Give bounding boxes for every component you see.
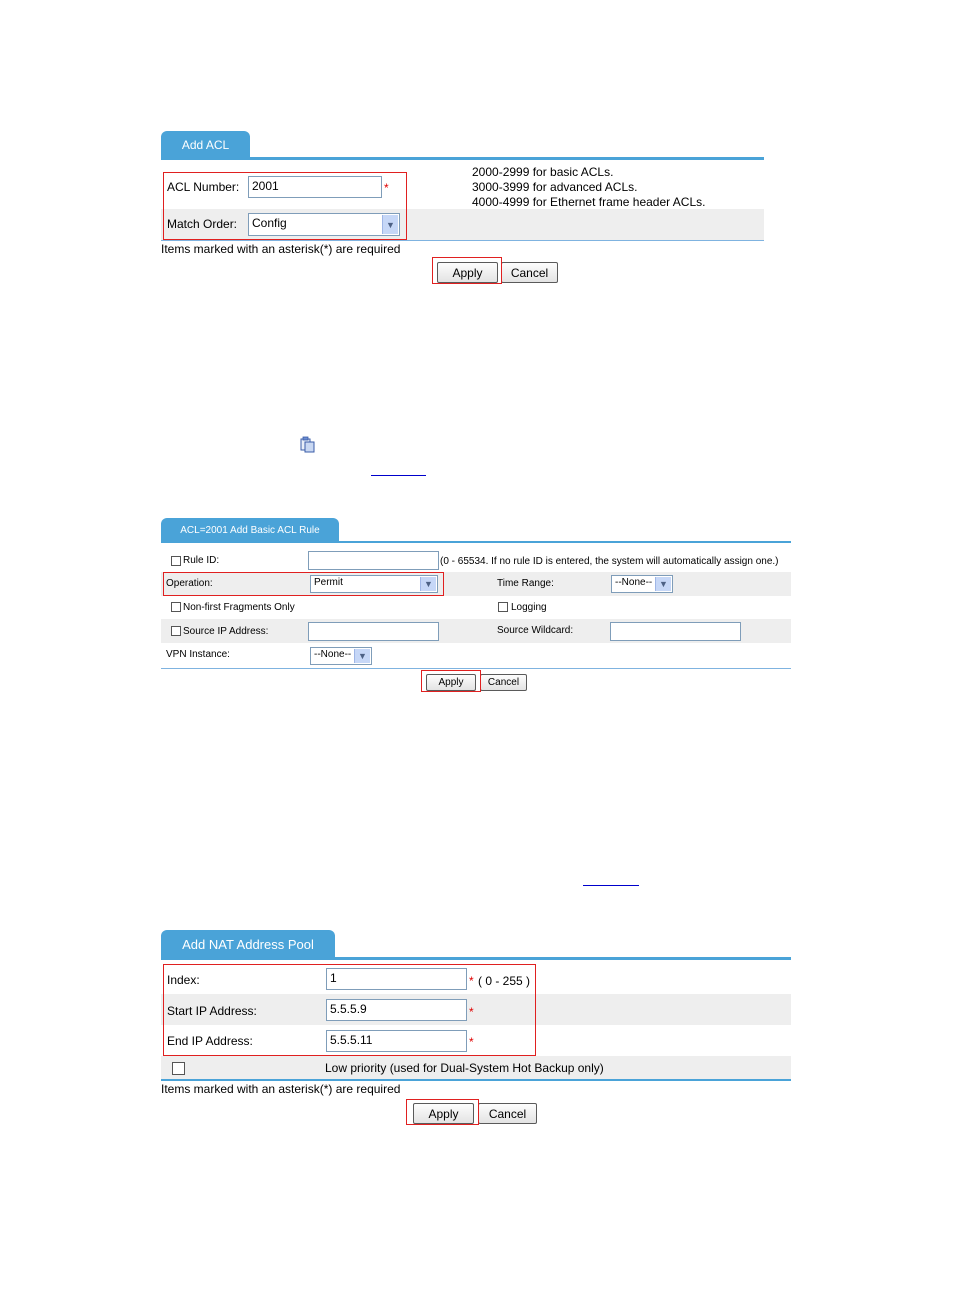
cancel-button[interactable]: Cancel — [480, 674, 527, 691]
vpn-instance-select[interactable] — [310, 647, 372, 665]
highlight-box — [163, 572, 444, 596]
acl-hint-basic: 2000-2999 for basic ACLs. — [472, 165, 614, 179]
chevron-down-icon: ▼ — [420, 577, 436, 591]
logging-checkbox[interactable] — [498, 602, 508, 612]
vpn-instance-label: VPN Instance: — [166, 649, 230, 660]
basic-rule-tab-label: ACL=2001 Add Basic ACL Rule — [180, 524, 320, 536]
non-first-fragments-checkbox[interactable] — [171, 602, 181, 612]
time-range-select[interactable] — [611, 575, 673, 593]
required-star: * — [469, 1005, 474, 1019]
apply-button[interactable]: Apply — [437, 262, 498, 283]
time-range-value: --None-- — [615, 577, 653, 588]
chevron-down-icon: ▼ — [382, 215, 398, 234]
add-acl-tab — [161, 131, 250, 159]
start-ip-input[interactable]: 5.5.5.9 — [326, 999, 467, 1021]
acl-hint-advanced: 3000-3999 for advanced ACLs. — [472, 180, 638, 194]
non-first-fragments-label: Non-first Fragments Only — [183, 602, 295, 613]
link-underline[interactable] — [371, 475, 426, 476]
cancel-button[interactable]: Cancel — [478, 1103, 537, 1124]
tab-underline — [161, 957, 791, 960]
highlight-box — [421, 670, 481, 692]
rule-id-hint: (0 - 65534. If no rule ID is entered, the system will automatically assign one.) — [440, 556, 779, 567]
basic-rule-tab — [161, 518, 339, 542]
index-input[interactable]: 1 — [326, 968, 467, 990]
clipboard-icon — [299, 436, 316, 453]
source-wildcard-input[interactable] — [610, 622, 741, 641]
chevron-down-icon: ▼ — [354, 649, 370, 663]
apply-button[interactable]: Apply — [413, 1103, 474, 1124]
rule-id-label: Rule ID: — [183, 555, 220, 566]
rule-id-checkbox[interactable] — [171, 556, 181, 566]
low-priority-checkbox[interactable] — [172, 1062, 185, 1075]
required-star: * — [469, 1035, 474, 1049]
acl-hint-ethernet: 4000-4999 for Ethernet frame header ACLs. — [472, 195, 706, 209]
add-acl-tab-label: Add ACL — [181, 138, 230, 152]
required-note: Items marked with an asterisk(*) are required — [161, 1082, 401, 1096]
required-star: * — [469, 974, 474, 988]
apply-button[interactable]: Apply — [426, 674, 476, 691]
row-divider — [161, 1079, 791, 1081]
rule-id-input[interactable] — [308, 551, 439, 570]
end-ip-input[interactable]: 5.5.5.11 — [326, 1030, 467, 1052]
nat-pool-tab — [161, 930, 335, 959]
logging-label: Logging — [511, 602, 547, 613]
tab-underline — [161, 157, 764, 160]
acl-number-input[interactable]: 2001 — [248, 176, 382, 198]
acl-number-label: ACL Number: — [167, 180, 240, 194]
index-label: Index: — [167, 973, 200, 987]
highlight-box — [163, 964, 536, 1056]
vpn-instance-value: --None-- — [314, 649, 352, 660]
highlight-box — [406, 1099, 479, 1125]
match-order-label: Match Order: — [167, 217, 238, 231]
low-priority-label: Low priority (used for Dual-System Hot Backup only) — [325, 1061, 604, 1075]
link-underline[interactable] — [583, 885, 639, 886]
chevron-down-icon: ▼ — [655, 577, 671, 591]
source-ip-checkbox[interactable] — [171, 626, 181, 636]
time-range-label: Time Range: — [497, 578, 554, 589]
highlight-box — [432, 257, 502, 284]
required-star: * — [384, 181, 389, 195]
tab-underline — [161, 541, 791, 543]
operation-value: Permit — [314, 577, 343, 588]
nat-pool-tab-label: Add NAT Address Pool — [182, 937, 314, 952]
source-ip-label: Source IP Address: — [183, 626, 269, 637]
cancel-button[interactable]: Cancel — [501, 262, 558, 283]
row-divider — [161, 240, 764, 241]
source-wildcard-label: Source Wildcard: — [497, 625, 574, 636]
operation-label: Operation: — [166, 578, 213, 589]
required-note: Items marked with an asterisk(*) are required — [161, 242, 401, 256]
source-ip-input[interactable] — [308, 622, 439, 641]
match-order-value: Config — [252, 216, 287, 230]
end-ip-label: End IP Address: — [167, 1034, 253, 1048]
index-range-hint: ( 0 - 255 ) — [478, 974, 531, 988]
row-divider — [161, 668, 791, 669]
start-ip-label: Start IP Address: — [167, 1004, 257, 1018]
highlight-box — [163, 172, 407, 240]
